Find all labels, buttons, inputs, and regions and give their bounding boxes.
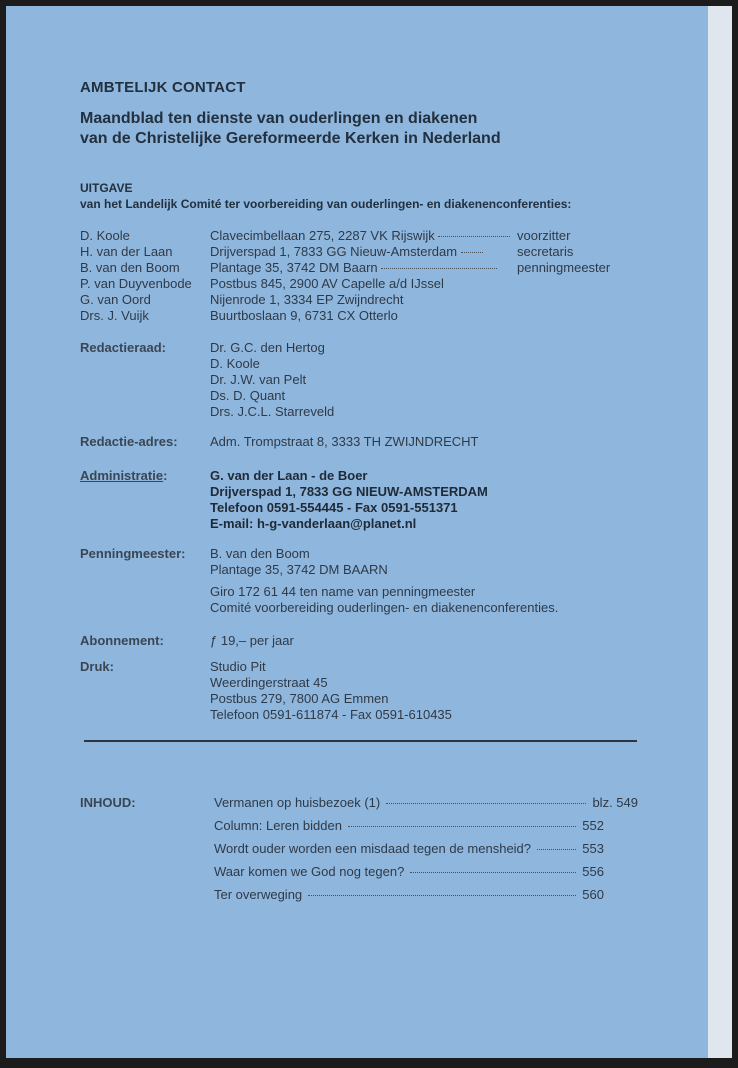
- dotted-leader: [438, 236, 510, 237]
- administratie-line: Telefoon 0591-554445 - Fax 0591-551371: [210, 500, 458, 515]
- committee-names: [80, 228, 192, 324]
- abonnement-label: Abonnement:: [80, 633, 164, 648]
- committee-address: Drijverspad 1, 7833 GG Nieuw-Amsterdam: [210, 244, 458, 259]
- druk-label: Druk:: [80, 659, 114, 674]
- toc-page: blz. 549: [592, 795, 638, 810]
- committee-name: P. van Duyvenbode: [80, 276, 192, 291]
- penningmeester-label: Penningmeester:: [80, 546, 186, 561]
- druk-line: Telefoon 0591-611874 - Fax 0591-610435: [210, 707, 452, 722]
- redactieraad-label: Redactieraad:: [80, 340, 166, 355]
- administratie-email: E-mail: h-g-vanderlaan@planet.nl: [210, 516, 417, 531]
- administratie-label: Administratie:: [80, 468, 168, 483]
- penningmeester-line: B. van den Boom: [210, 546, 310, 561]
- dotted-leader: [381, 268, 497, 269]
- giro-block: [210, 584, 558, 616]
- druk-line: Weerdingerstraat 45: [210, 675, 328, 690]
- dotted-leader: [386, 803, 586, 804]
- committee-role: voorzitter: [517, 228, 571, 243]
- committee-role: secretaris: [517, 244, 574, 259]
- penningmeester-line: Plantage 35, 3742 DM BAARN: [210, 562, 388, 577]
- redactieraad-member: Drs. J.C.L. Starreveld: [210, 404, 335, 419]
- druk-line: Studio Pit: [210, 659, 266, 674]
- redactie-adres-value: Adm. Trompstraat 8, 3333 TH ZWIJNDRECHT: [210, 434, 479, 449]
- committee-address: Postbus 845, 2900 AV Capelle a/d IJssel: [210, 276, 444, 291]
- administratie-line: G. van der Laan - de Boer: [210, 468, 368, 483]
- magazine-subtitle-line2: van de Christelijke Gereformeerde Kerken in Nederland: [80, 130, 501, 147]
- committee-name: H. van der Laan: [80, 244, 173, 259]
- toc-title: Vermanen op huisbezoek (1): [214, 795, 381, 810]
- committee-roles: [517, 228, 610, 276]
- redactie-adres-label: Redactie-adres:: [80, 434, 178, 449]
- toc-item[interactable]: [214, 795, 638, 810]
- committee-address: Clavecimbellaan 275, 2287 VK Rijswijk: [210, 228, 435, 243]
- toc-item[interactable]: [214, 818, 604, 833]
- toc-item[interactable]: [214, 887, 604, 902]
- committee-address: Nijenrode 1, 3334 EP Zwijndrecht: [210, 292, 404, 307]
- giro-line: Comité voorbereiding ouderlingen- en diakenenconferenties.: [210, 600, 559, 615]
- redactieraad-member: D. Koole: [210, 356, 260, 371]
- committee-address: Buurtboslaan 9, 6731 CX Otterlo: [210, 308, 398, 323]
- committee-name: G. van Oord: [80, 292, 151, 307]
- committee-name: D. Koole: [80, 228, 130, 243]
- redactieraad-members: [210, 340, 334, 420]
- penningmeester-block: [210, 546, 388, 578]
- toc-page: 556: [582, 864, 604, 879]
- divider: [84, 740, 637, 742]
- abonnement-value: ƒ 19,– per jaar: [210, 633, 294, 648]
- inhoud-label: INHOUD:: [80, 795, 136, 810]
- administratie-line: Drijverspad 1, 7833 GG NIEUW-AMSTERDAM: [210, 484, 488, 499]
- administratie-block: [210, 468, 488, 532]
- uitgave-line: van het Landelijk Comité ter voorbereiding van ouderlingen- en diakenenconferenties:: [80, 197, 572, 211]
- toc-title: Waar komen we God nog tegen?: [214, 864, 405, 879]
- committee-role: penningmeester: [517, 260, 611, 275]
- toc-title: Wordt ouder worden een misdaad tegen de mensheid?: [214, 841, 532, 856]
- redactieraad-member: Ds. D. Quant: [210, 388, 286, 403]
- committee-name: B. van den Boom: [80, 260, 180, 275]
- toc-page: 553: [582, 841, 604, 856]
- magazine-page: [6, 6, 708, 1058]
- committee-name: Drs. J. Vuijk: [80, 308, 149, 323]
- dotted-leader: [537, 849, 576, 850]
- page-edge: [708, 6, 732, 1058]
- giro-line: Giro 172 61 44 ten name van penningmeester: [210, 584, 476, 599]
- dotted-leader: [348, 826, 576, 827]
- redactieraad-member: Dr. G.C. den Hertog: [210, 340, 325, 355]
- redactieraad-member: Dr. J.W. van Pelt: [210, 372, 307, 387]
- dotted-leader: [410, 872, 576, 873]
- druk-block: [210, 659, 452, 723]
- toc-title: Column: Leren bidden: [214, 818, 342, 833]
- dotted-leader: [308, 895, 576, 896]
- toc-page: 552: [582, 818, 604, 833]
- dotted-leader: [461, 252, 483, 253]
- committee-addresses: [210, 228, 510, 324]
- toc-page: 560: [582, 887, 604, 902]
- toc-title: Ter overweging: [214, 887, 303, 902]
- committee-address: Plantage 35, 3742 DM Baarn: [210, 260, 378, 275]
- magazine-title: AMBTELIJK CONTACT: [80, 79, 246, 96]
- toc-item[interactable]: [214, 841, 604, 856]
- magazine-subtitle-line1: Maandblad ten dienste van ouderlingen en diakenen: [80, 110, 478, 127]
- toc-item[interactable]: [214, 864, 604, 879]
- uitgave-heading: UITGAVE: [80, 181, 133, 195]
- druk-line: Postbus 279, 7800 AG Emmen: [210, 691, 389, 706]
